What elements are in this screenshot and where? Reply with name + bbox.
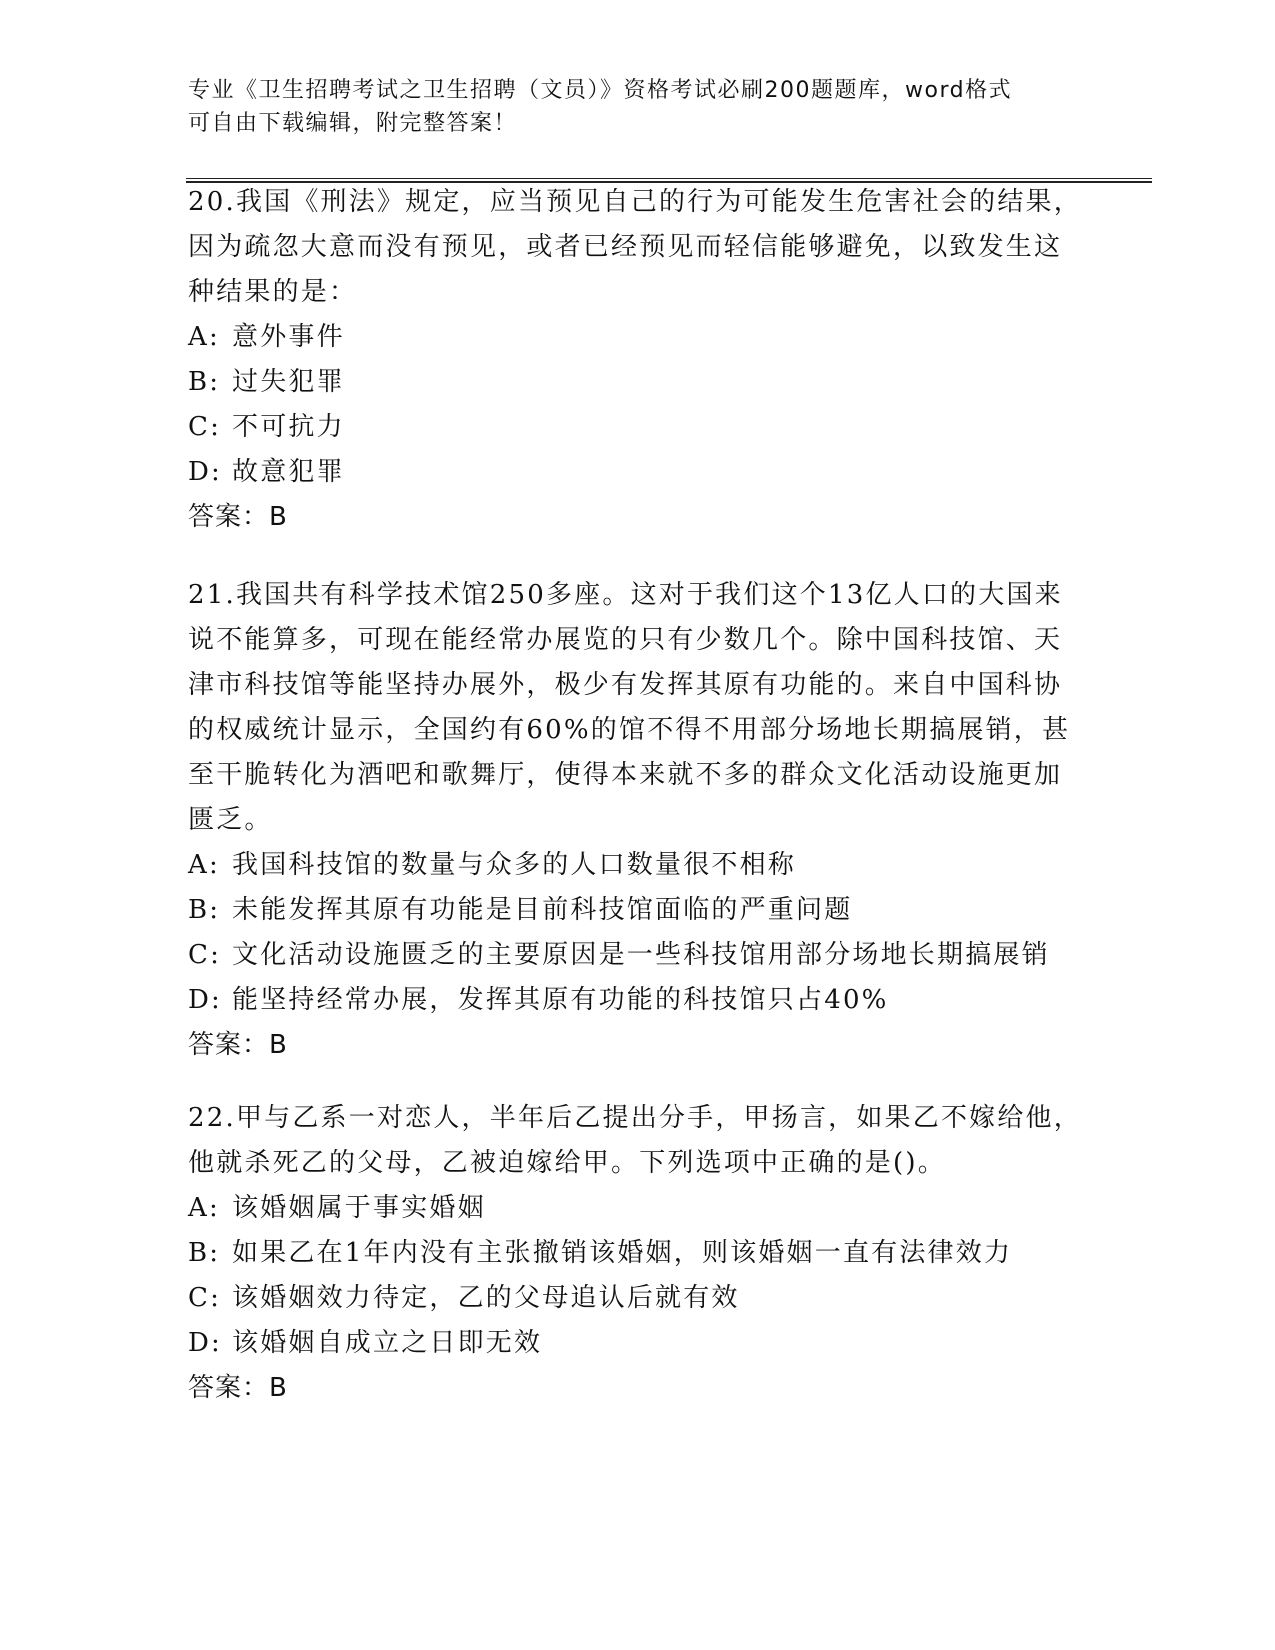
option-text: 如果乙在1年内没有主张撤销该婚姻，则该婚姻一直有法律效力	[232, 1238, 1013, 1268]
option-letter: D:	[188, 985, 223, 1015]
question-22	[188, 1096, 1088, 1411]
option-letter: D:	[188, 1328, 223, 1358]
question-20	[188, 180, 1088, 540]
answer-line: 答案：B	[188, 502, 288, 532]
option-d	[188, 450, 1088, 495]
option-letter: A:	[188, 1193, 220, 1223]
option-c	[188, 405, 1088, 450]
option-c	[188, 1276, 1088, 1321]
option-c	[188, 933, 1088, 978]
option-text: 该婚姻自成立之日即无效	[232, 1328, 543, 1358]
option-letter: C:	[188, 940, 222, 970]
option-text: 不可抗力	[232, 412, 345, 442]
option-letter: A:	[188, 850, 220, 880]
option-letter: D:	[188, 457, 223, 487]
option-b	[188, 360, 1088, 405]
option-text: 意外事件	[232, 322, 345, 352]
option-letter: C:	[188, 412, 222, 442]
option-text: 文化活动设施匮乏的主要原因是一些科技馆用部分场地长期搞展销	[232, 940, 1050, 970]
question-21	[188, 573, 1088, 1068]
header-line-2: 可自由下载编辑，附完整答案！	[188, 111, 518, 136]
option-letter: C:	[188, 1283, 222, 1313]
option-text: 该婚姻属于事实婚姻	[232, 1193, 486, 1223]
option-b	[188, 888, 1088, 933]
option-letter: A:	[188, 322, 220, 352]
answer-line: 答案：B	[188, 1030, 288, 1060]
option-letter: B:	[188, 367, 221, 397]
option-d	[188, 978, 1088, 1023]
option-text: 过失犯罪	[232, 367, 345, 397]
option-letter: B:	[188, 1238, 221, 1268]
option-a	[188, 315, 1088, 360]
option-text: 故意犯罪	[232, 457, 345, 487]
answer-line: 答案：B	[188, 1373, 288, 1403]
header-line-1: 专业《卫生招聘考试之卫生招聘（文员）》资格考试必刷200题题库，word格式	[188, 78, 1013, 103]
option-text: 我国科技馆的数量与众多的人口数量很不相称	[232, 850, 797, 880]
option-d	[188, 1321, 1088, 1366]
option-text: 未能发挥其原有功能是目前科技馆面临的严重问题	[232, 895, 853, 925]
option-a	[188, 843, 1088, 888]
question-text: 21.我国共有科学技术馆250多座。这对于我们这个13亿人口的大国来说不能算多，可现在能经常办展览的只有少数几个。除中国科技馆、天津市科技馆等能坚持办展外，极少有发挥其原有功能的。来自中国科协的权威统计显示，全国约有60%的馆不得不用部分场地长期搞展销，甚至干脆转化为酒吧和歌舞厅，使得本来就不多的群众文化活动设施更加匮乏。	[188, 580, 1071, 835]
document-header	[188, 74, 1088, 140]
option-b	[188, 1231, 1088, 1276]
option-a	[188, 1186, 1088, 1231]
option-letter: B:	[188, 895, 221, 925]
question-text: 22.甲与乙系一对恋人，半年后乙提出分手，甲扬言，如果乙不嫁给他，他就杀死乙的父母，乙被迫嫁给甲。下列选项中正确的是()。	[188, 1103, 1082, 1178]
option-text: 能坚持经常办展，发挥其原有功能的科技馆只占40%	[232, 985, 889, 1015]
option-text: 该婚姻效力待定，乙的父母追认后就有效	[232, 1283, 740, 1313]
question-text: 20.我国《刑法》规定，应当预见自己的行为可能发生危害社会的结果，因为疏忽大意而没有预见，或者已经预见而轻信能够避免，以致发生这种结果的是：	[188, 187, 1082, 307]
